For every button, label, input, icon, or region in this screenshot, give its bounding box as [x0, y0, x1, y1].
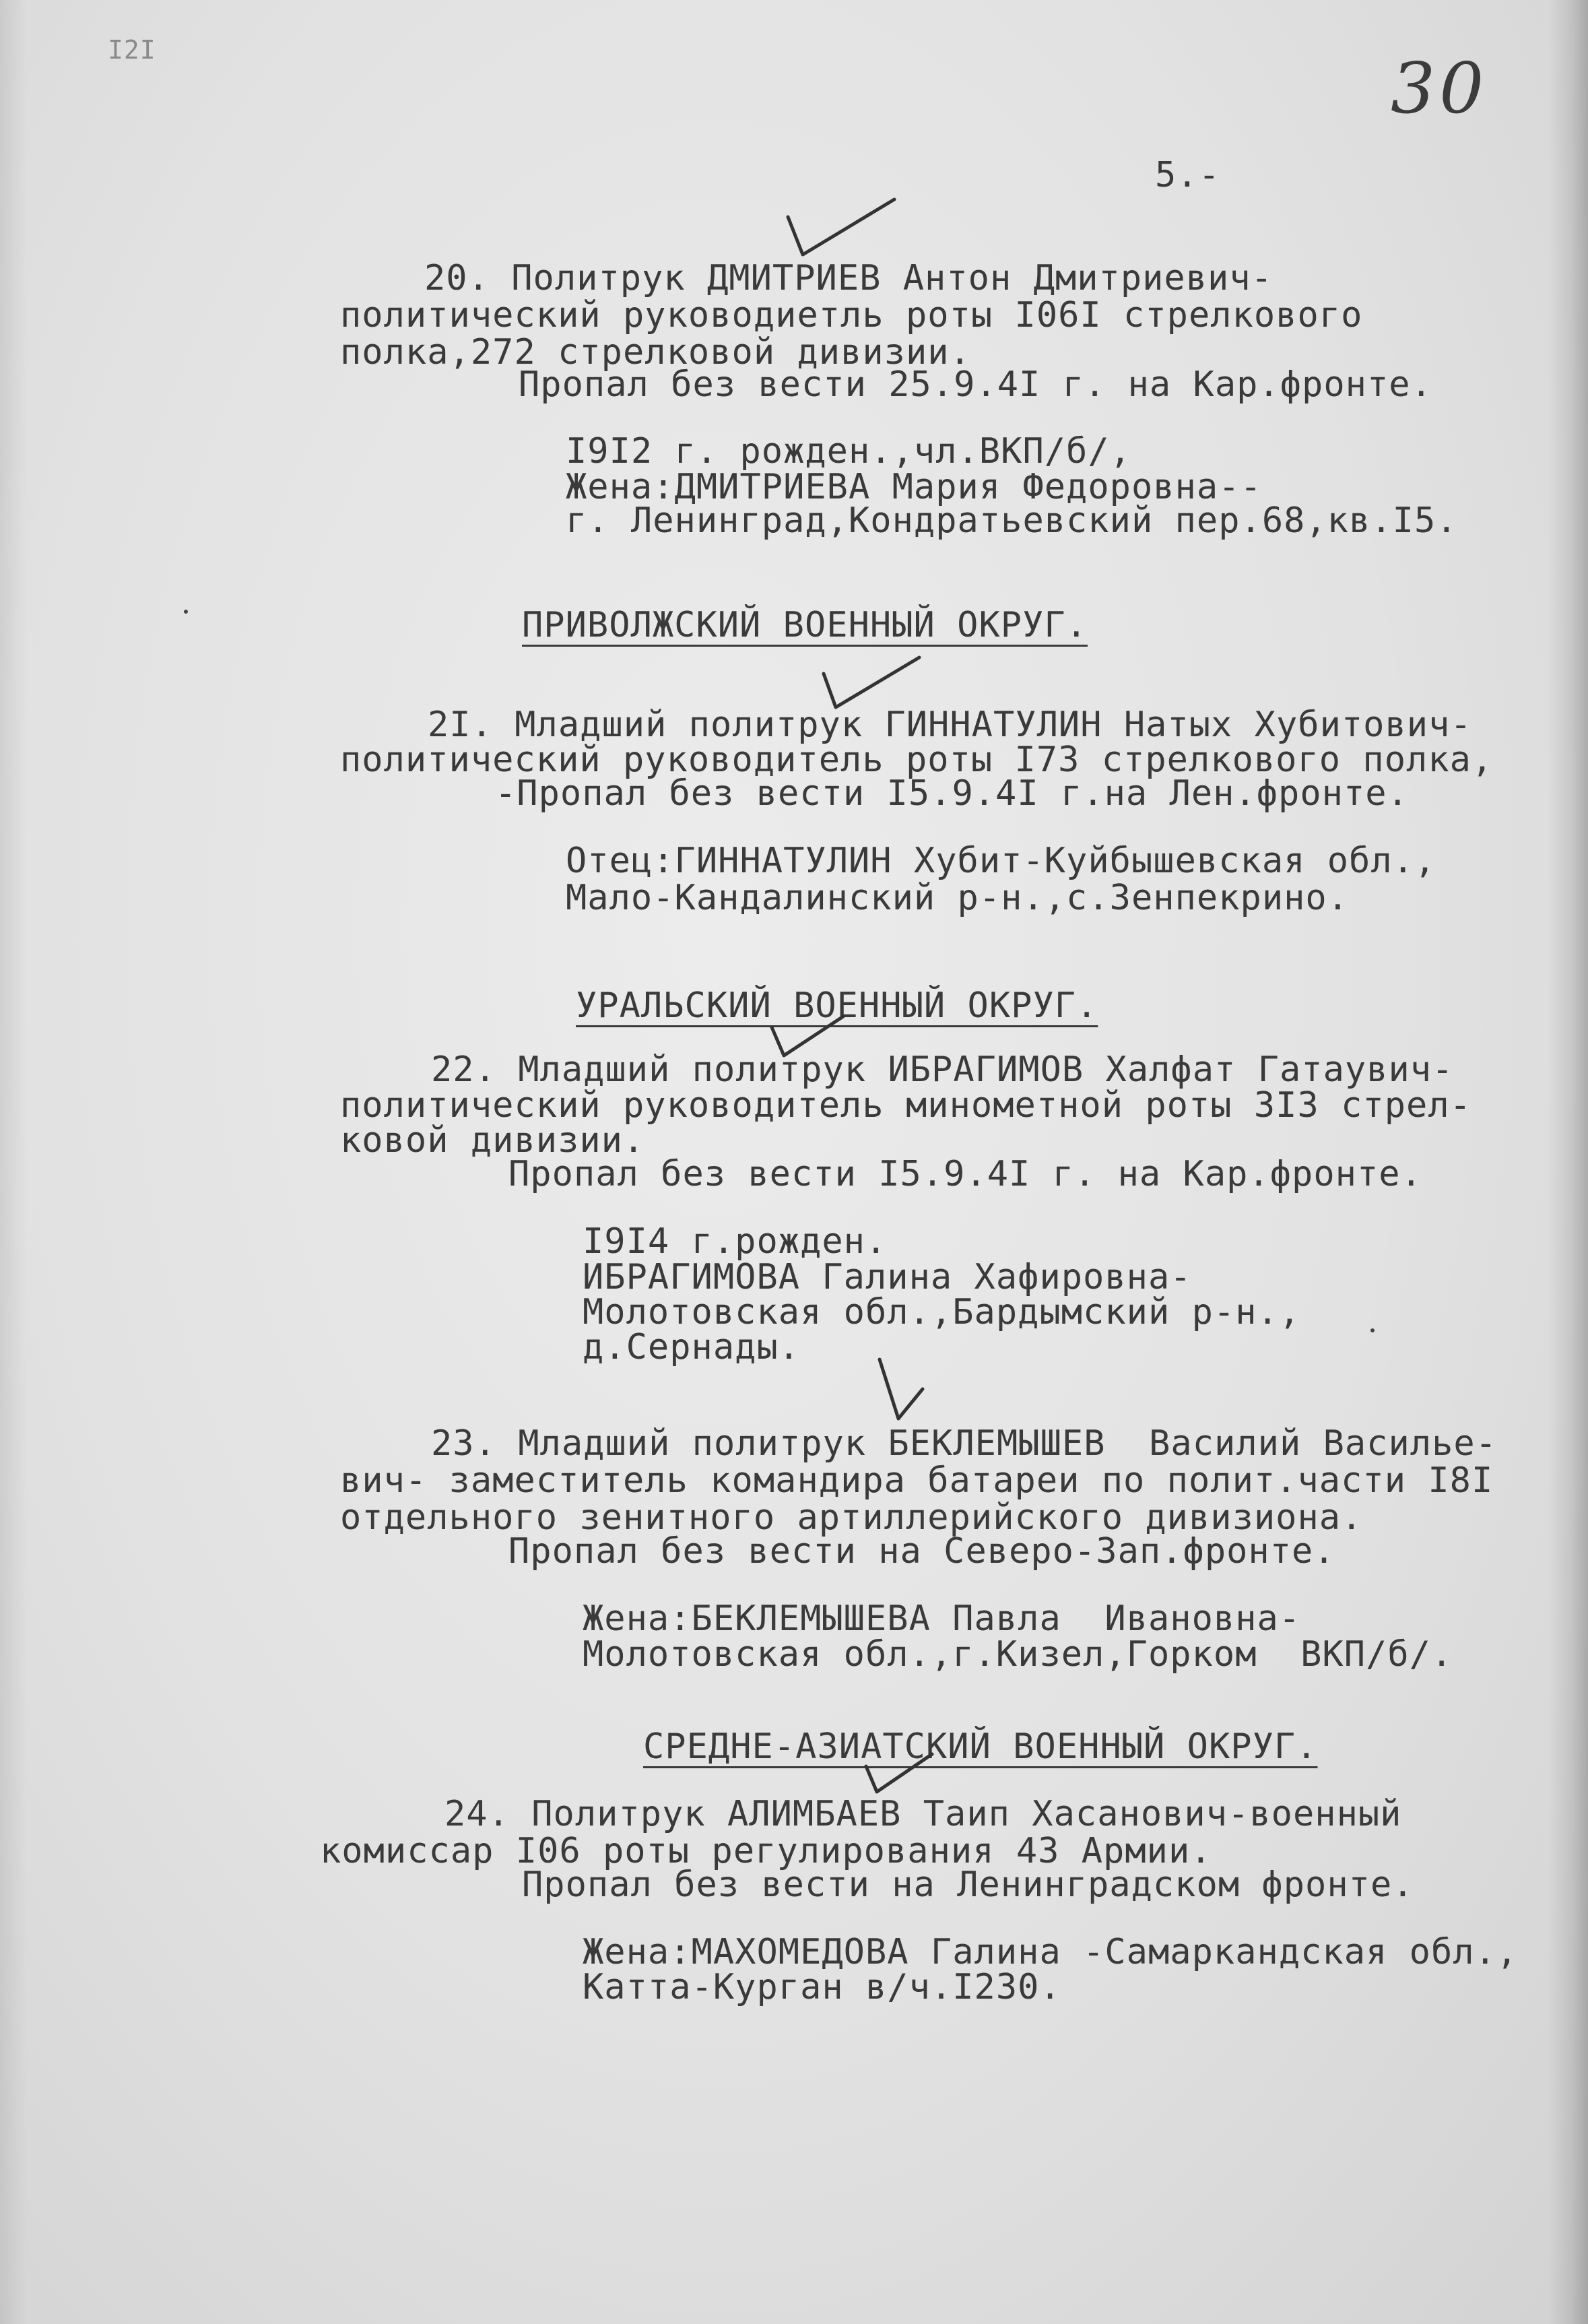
entry-22-detail-4: д.Сернады.: [583, 1327, 801, 1367]
entry-21-detail-2: Мало-Кандалинский р-н.,с.Зенпекрино.: [566, 878, 1350, 918]
ink-dot: [184, 610, 188, 614]
check-mark-icon: [781, 195, 902, 263]
entry-20-line-1: 20. Политрук ДМИТРИЕВ Антон Дмитриевич-: [424, 258, 1273, 298]
entry-22-line-2: политический руководитель минометной роты 3I3 стрел-: [340, 1085, 1471, 1126]
corner-mark: I2I: [108, 35, 156, 65]
entry-22-detail-2: ИБРАГИМОВА Галина Хафировна-: [583, 1257, 1192, 1297]
entry-20-line-3: полка,272 стрелковой дивизии.: [340, 332, 971, 373]
page-edge-shadow-right: [1548, 0, 1588, 2324]
check-mark-icon: [862, 1751, 936, 1799]
entry-23-missing: Пропал без вести на Северо-Зап.фронте.: [508, 1531, 1335, 1572]
entry-20-detail-1: I9I2 г. рожден.,чл.ВКП/б/,: [566, 431, 1131, 472]
entry-21-missing: -Пропал без вести I5.9.4I г.на Лен.фронте.: [495, 773, 1409, 814]
page-number: 5.-: [1155, 155, 1220, 195]
entry-22-detail-1: I9I4 г.рожден.: [583, 1221, 888, 1262]
folio-number: 30: [1391, 47, 1488, 129]
entry-23-line-3: отдельного зенитного артиллерийского дивизиона.: [340, 1497, 1363, 1538]
ink-dot: [1370, 1328, 1375, 1332]
entry-21-line-2: политический руководитель роты I73 стрелкового полка,: [340, 740, 1494, 780]
section-heading-privolzhsky: ПРИВОЛЖСКИЙ ВОЕННЫЙ ОКРУГ.: [522, 605, 1088, 645]
entry-24-missing: Пропал без вести на Ленинградском фронте.: [522, 1865, 1414, 1905]
entry-24-detail-1: Жена:МАХОМЕДОВА Галина -Самаркандская обл.,: [583, 1932, 1519, 1972]
entry-20-line-2: политический руководиетль роты I06I стрелкового: [340, 295, 1363, 335]
entry-22-missing: Пропал без вести I5.9.4I г. на Кар.фронте.: [508, 1154, 1422, 1194]
entry-23-detail-2: Молотовская обл.,г.Кизел,Горком ВКП/б/.: [583, 1634, 1453, 1675]
entry-24-line-1: 24. Политрук АЛИМБАЕВ Таип Хасанович-военный: [444, 1794, 1402, 1834]
entry-20-detail-3: г. Ленинград,Кондратьевский пер.68,кв.I5.: [566, 501, 1458, 541]
entry-22-line-1: 22. Младший политрук ИБРАГИМОВ Халфат Гатаувич-: [431, 1050, 1454, 1090]
page-edge-shadow-left: [0, 0, 27, 2324]
entry-20-missing: Пропал без вести 25.9.4I г. на Кар.фронте.: [519, 364, 1432, 405]
section-heading-uralsky: УРАЛЬСКИЙ ВОЕННЫЙ ОКРУГ.: [576, 986, 1098, 1026]
check-mark-icon: [875, 1354, 936, 1428]
entry-22-line-3: ковой дивизии.: [340, 1120, 645, 1161]
entry-24-line-2: комиссар I06 роты регулирования 43 Армии.: [320, 1831, 1212, 1871]
entry-21-line-1: 2I. Младший политрук ГИННАТУЛИН Натых Хубитович-: [428, 705, 1472, 745]
entry-23-detail-1: Жена:БЕКЛЕМЫШЕВА Павла Ивановна-: [583, 1599, 1301, 1639]
entry-23-line-2: вич- заместитель командира батареи по полит.части I8I: [340, 1460, 1494, 1501]
entry-20-detail-2: Жена:ДМИТРИЕВА Мария Федоровна--: [566, 467, 1262, 507]
entry-23-line-1: 23. Младший политрук БЕКЛЕМЫШЕВ Василий Василье-: [431, 1423, 1498, 1464]
entry-21-detail-1: Отец:ГИННАТУЛИН Хубит-Куйбышевская обл.,: [566, 841, 1436, 881]
entry-24-detail-2: Катта-Курган в/ч.I230.: [583, 1967, 1061, 2007]
entry-22-detail-3: Молотовская обл.,Бардымский р-н.,: [583, 1292, 1301, 1332]
section-heading-sredne-aziatsky: СРЕДНЕ-АЗИАТСКИЙ ВОЕННЫЙ ОКРУГ.: [643, 1726, 1318, 1767]
